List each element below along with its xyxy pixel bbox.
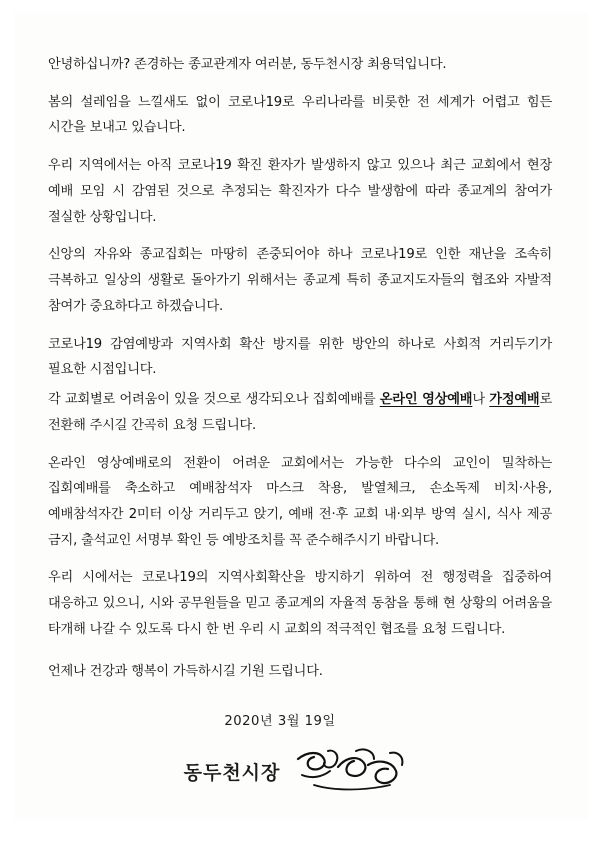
emphasis-home-worship: 가정예배 xyxy=(489,392,540,408)
emphasis-online-video-worship: 온라인 영상예배 xyxy=(379,392,473,408)
letter-body xyxy=(48,52,552,684)
paragraph-local-status: 우리 지역에서는 아직 코로나19 확진 환자가 발생하지 않고 있으나 최근 교회에서 현장 예배 모임 시 감염된 것으로 추정되는 확진자가 다수 발생함에 따라 종교계의 참여가 절실한 상황입니다. xyxy=(48,158,552,225)
paragraph-prevention-measures: 온라인 영상예배로의 전환이 어려운 교회에서는 가능한 다수의 교인이 밀착하는 집회예배를 축소하고 예배참석자 마스크 착용, 발열체크, 손소독제 비치·사용, 예배참석자간 2미터 이상 거리두고 앉기, 예배 전·후 교회 내·외부 방역 실시, 식사 제공 금지, 출석교인 서명부 확인 등 예방조치를 꼭 준수해주시기 바랍니다. xyxy=(48,455,552,548)
scan-margin-right xyxy=(588,0,600,849)
scan-margin-top xyxy=(0,0,600,12)
signature-block xyxy=(48,745,552,797)
paragraph-greeting: 안녕하십니까? 존경하는 종교관계자 여러분, 동두천시장 최용덕입니다. xyxy=(48,57,447,72)
paragraph-intro-spring: 봄의 설레임을 느낄새도 없이 코로나19로 우리나라를 비롯한 전 세계가 어렵고 힘든 시간을 보내고 있습니다. xyxy=(48,94,552,136)
scan-margin-bottom xyxy=(0,819,600,849)
request-prefix-text: 각 교회별로 어려움이 있을 것으로 생각되오나 집회예배를 xyxy=(48,392,380,408)
paragraph-closing-wish: 언제나 건강과 행복이 가득하시길 기원 드립니다. xyxy=(48,663,323,679)
request-suffix-text: 로 전환해 주시길 간곡히 요청 드립니다. xyxy=(48,392,552,433)
scan-margin-left xyxy=(0,0,14,849)
paragraph-city-response: 우리 시에서는 코로나19의 지역사회확산을 방지하기 위하여 전 행정력을 집중하여 대응하고 있으니, 시와 공무원들을 믿고 종교계의 자율적 동참을 통해 현 상황의 어려움을 타개해 나갈 수 있도록 다시 한 번 우리 시 교회의 적극적인 협조를 요청 드립니다. xyxy=(48,570,552,637)
document-date: 2020년 3월 19일 xyxy=(224,714,336,730)
request-middle-text: 나 xyxy=(472,392,490,408)
paragraph-freedom-of-religion: 신앙의 자유와 종교집회는 마땅히 존중되어야 하나 코로나19로 인한 재난을 조속히 극복하고 일상의 생활로 돌아가기 위해서는 종교계 특히 종교지도자들의 협조와 자발적 참여가 중요하다고 하겠습니다. xyxy=(48,247,552,314)
paragraph-social-distancing: 코로나19 감염예방과 지역사회 확산 방지를 위한 방안의 하나로 사회적 거리두기가 필요한 시점입니다. xyxy=(48,336,552,378)
handwritten-signature-icon xyxy=(294,745,406,797)
paragraph-request-online xyxy=(48,387,552,438)
signer-title: 동두천시장 xyxy=(183,761,281,784)
